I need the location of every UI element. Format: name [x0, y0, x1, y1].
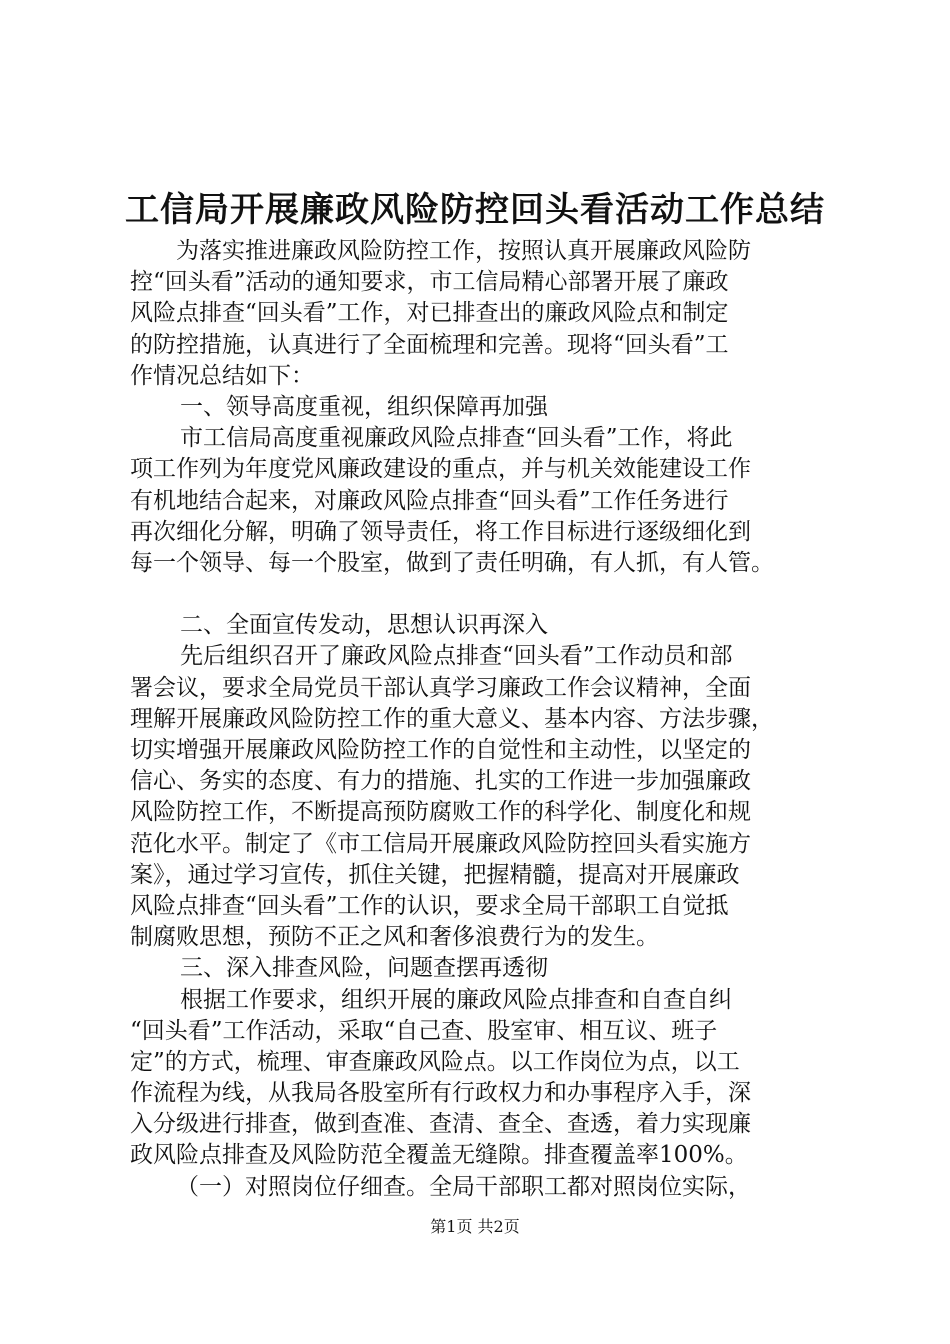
paragraph-line: 每一个领导、每一个股室，做到了责任明确，有人抓，有人管。: [130, 549, 774, 576]
document-title: 工信局开展廉政风险防控回头看活动工作总结: [125, 190, 825, 230]
paragraph-line: 市工信局高度重视廉政风险点排查“回头看”工作，将此: [180, 425, 733, 452]
paragraph-line: 再次细化分解，明确了领导责任，将工作目标进行逐级细化到: [130, 518, 751, 545]
page-number-footer: 第1页 共2页: [430, 1217, 520, 1236]
paragraph-line: 理解开展廉政风险防控工作的重大意义、基本内容、方法步骤，: [130, 705, 774, 732]
paragraph-line: 项工作列为年度党风廉政建设的重点，并与机关效能建设工作: [130, 456, 751, 483]
paragraph-line: 定”的方式，梳理、审查廉政风险点。以工作岗位为点，以工: [130, 1048, 740, 1075]
section-heading: 一、领导高度重视，组织保障再加强: [180, 393, 548, 420]
paragraph-line: “回头看”工作活动，采取“自己查、股室审、相互议、班子: [130, 1017, 718, 1044]
paragraph-line: 入分级进行排查，做到查准、查清、查全、查透，着力实现廉: [130, 1111, 751, 1138]
paragraph-line: 作流程为线，从我局各股室所有行政权力和办事程序入手，深: [130, 1080, 751, 1107]
section-heading: 三、深入排查风险，问题查摆再透彻: [180, 955, 548, 982]
paragraph-line: 风险防控工作，不断提高预防腐败工作的科学化、制度化和规: [130, 799, 751, 826]
paragraph-line: 先后组织召开了廉政风险点排查“回头看”工作动员和部: [180, 643, 733, 670]
paragraph-line: 的防控措施，认真进行了全面梳理和完善。现将“回头看”工: [130, 331, 729, 358]
section-heading: 二、全面宣传发动，思想认识再深入: [180, 612, 548, 639]
paragraph-line: 风险点排查“回头看”工作，对已排查出的廉政风险点和制定: [130, 300, 729, 327]
paragraph-line: 根据工作要求，组织开展的廉政风险点排查和自查自纠: [180, 986, 732, 1013]
paragraph-line: 控“回头看”活动的通知要求，市工信局精心部署开展了廉政: [130, 269, 729, 296]
paragraph-line: 有机地结合起来，对廉政风险点排查“回头看”工作任务进行: [130, 487, 729, 514]
paragraph-line: 范化水平。制定了《市工信局开展廉政风险防控回头看实施方: [130, 830, 751, 857]
paragraph-line: 信心、务实的态度、有力的措施、扎实的工作进一步加强廉政: [130, 768, 751, 795]
subsection-line: （一）对照岗位仔细查。全局干部职工都对照岗位实际，: [176, 1173, 751, 1200]
paragraph-line: 案》，通过学习宣传，抓住关键，把握精髓，提高对开展廉政: [130, 861, 740, 888]
paragraph-line: 为落实推进廉政风险防控工作，按照认真开展廉政风险防: [176, 238, 751, 264]
paragraph-line: 风险点排查“回头看”工作的认识，要求全局干部职工自觉抵: [130, 892, 729, 919]
paragraph-line: 切实增强开展廉政风险防控工作的自觉性和主动性，以坚定的: [130, 737, 751, 763]
paragraph-line: 作情况总结如下：: [130, 362, 314, 389]
blank-line: [130, 579, 850, 610]
paragraph-line: 政风险点排查及风险防范全覆盖无缝隙。排查覆盖率100%。: [130, 1142, 748, 1169]
document-body: [130, 236, 850, 1203]
paragraph-line: 制腐败思想，预防不正之风和奢侈浪费行为的发生。: [130, 924, 659, 951]
paragraph-line: 署会议，要求全局党员干部认真学习廉政工作会议精神，全面: [130, 674, 751, 701]
